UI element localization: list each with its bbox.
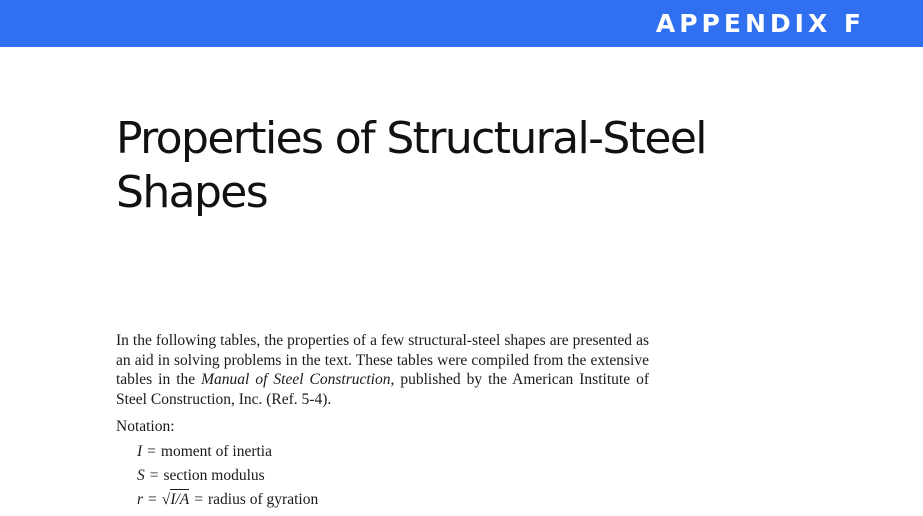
notation-definition: moment of inertia (160, 443, 272, 460)
appendix-label: APPENDIX F (655, 9, 865, 38)
notation-equals-2: = (194, 491, 203, 508)
header-banner (0, 0, 923, 47)
square-root-expression (162, 490, 189, 510)
notation-equals: = (149, 467, 159, 484)
title-line-2: Shapes (116, 167, 268, 218)
intro-paragraph (116, 331, 649, 409)
radical-sign: √ (161, 491, 171, 508)
radicand: I/A (170, 491, 190, 508)
notation-definition: radius of gyration (208, 491, 319, 508)
notation-symbol: I (137, 443, 143, 460)
notation-definition: section modulus (163, 467, 265, 484)
intro-book-title: Manual of Steel Construction (201, 371, 391, 388)
notation-equals: = (147, 443, 156, 460)
notation-equals: = (148, 491, 157, 508)
page-title (116, 112, 816, 220)
notation-list (137, 442, 318, 514)
notation-item-section-modulus (137, 466, 318, 490)
notation-item-radius-of-gyration (137, 490, 318, 514)
intro-text-before: In the following tables, the properties of a few structural-steel shapes are presented as an aid in solving problems in the text. These tables were compiled from the extensive tables in the (116, 332, 649, 388)
intro-text-after: , published by the American Institute of Steel Construction, Inc. (Ref. 5-4). (116, 371, 649, 408)
notation-symbol: r (137, 491, 144, 508)
notation-item-moment-of-inertia (137, 442, 318, 466)
notation-heading: Notation: (116, 418, 175, 435)
notation-symbol: S (137, 467, 145, 484)
title-line-1: Properties of Structural-Steel (116, 113, 706, 164)
